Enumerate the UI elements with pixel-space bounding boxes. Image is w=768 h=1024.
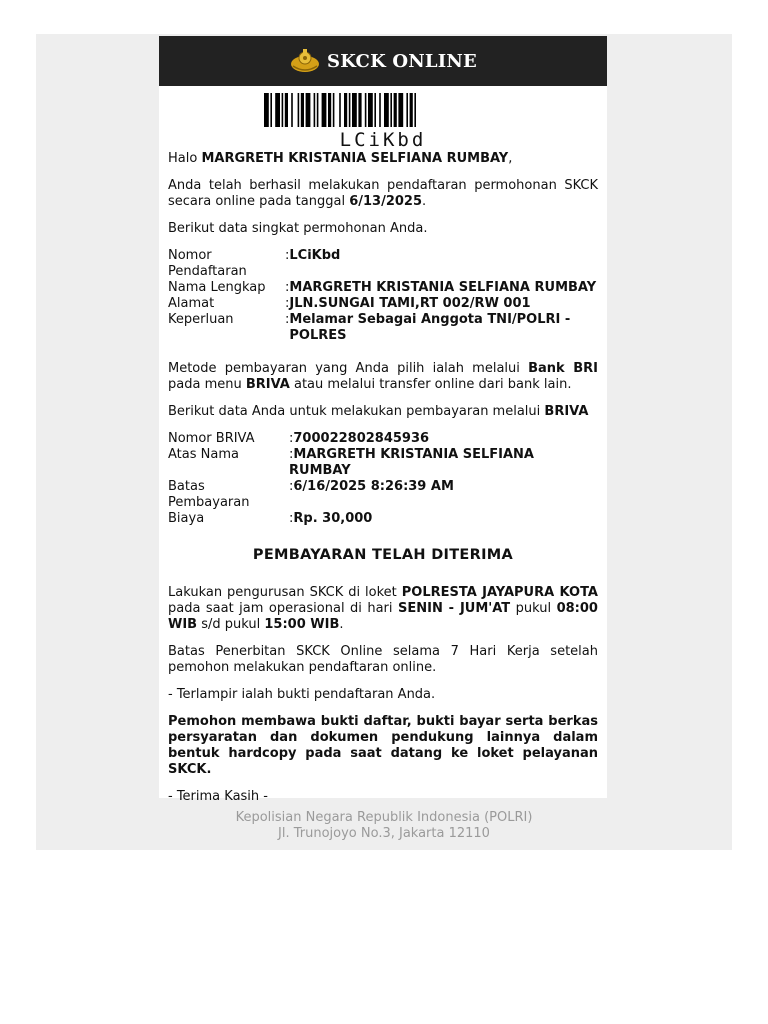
payment-heading-text: Berikut data Anda untuk melakukan pembayaran melalui: [168, 404, 545, 419]
instr-start: 08:00 WIB: [168, 601, 598, 632]
barcode-bar: [414, 93, 416, 127]
instr-text-5: .: [339, 617, 344, 632]
email-card: [159, 36, 607, 804]
pay-value-fee: :Rp. 30,000: [289, 511, 373, 526]
email-body: [159, 151, 607, 822]
instr-text-1: Lakukan pengurusan SKCK di loket: [168, 585, 402, 600]
reg-label-address: Alamat: [168, 296, 215, 311]
footer-org: Kepolisian Negara Republik Indonesia (POLRI): [235, 810, 533, 825]
barcode-bar: [374, 93, 376, 127]
payment-heading-bold: BRIVA: [544, 404, 589, 419]
barcode-bar: [365, 93, 367, 127]
barcode-bar: [270, 93, 272, 127]
barcode-bar: [306, 93, 311, 127]
deadline-note: Batas Penerbitan SKCK Online selama 7 Hari Kerja setelah pemohon melakukan pendaftaran online.: [168, 644, 598, 675]
barcode-bar: [291, 93, 293, 127]
brand-title: SKCK ONLINE: [327, 50, 477, 72]
barcode-bar: [314, 93, 316, 127]
instr-end: 15:00 WIB: [264, 617, 340, 632]
registration-date: 6/13/2025: [349, 194, 423, 209]
email-footer: [36, 810, 732, 842]
barcode-bar: [339, 93, 341, 127]
attachment-note: - Terlampir ialah bukti pendaftaran Anda.: [168, 687, 436, 702]
pay-label-briva: Nomor BRIVA: [168, 431, 255, 446]
summary-heading: Berikut data singkat permohonan Anda.: [168, 221, 428, 236]
barcode-bar: [344, 93, 347, 127]
registration-table: [168, 248, 598, 344]
intro-sentence: Anda telah berhasil melakukan pendaftaran permohonan SKCK secara online pada tanggal: [168, 178, 598, 209]
polri-emblem-icon: [289, 48, 321, 74]
barcode-bar: [282, 93, 284, 127]
footer-address: Jl. Trunojoyo No.3, Jakarta 12110: [278, 826, 490, 841]
greeting-suffix: ,: [508, 151, 513, 166]
reg-label-name: Nama Lengkap: [168, 280, 266, 295]
barcode-bar: [317, 93, 319, 127]
barcode-bar: [384, 93, 389, 127]
bring-documents-note: Pemohon membawa bukti daftar, bukti bayar serta berkas persyaratan dan dokumen pendukung lainnya dalam bentuk hardcopy pada saat datang ke loket pelayanan SKCK.: [168, 714, 598, 777]
pay-label-fee: Biaya: [168, 511, 205, 526]
barcode-bar: [358, 93, 361, 127]
instructions-text: [168, 585, 598, 633]
pay-value-name: :MARGRETH KRISTANIA SELFIANA RUMBAY: [289, 447, 534, 478]
barcode-bar: [379, 93, 381, 127]
barcode-bar: [333, 93, 335, 127]
barcode-image: [264, 93, 502, 127]
reg-value-address: :JLN.SUNGAI TAMI,RT 002/RW 001: [285, 296, 531, 311]
barcode-bar: [275, 93, 280, 127]
pay-value-deadline: :6/16/2025 8:26:39 AM: [289, 479, 454, 494]
greeting-prefix: Halo: [168, 151, 202, 166]
barcode-bar: [390, 93, 392, 127]
email-header: [159, 36, 607, 86]
barcode-bar: [406, 93, 408, 127]
instr-text-4: s/d pukul: [197, 617, 265, 632]
payment-heading: [168, 404, 598, 420]
greeting-name: MARGRETH KRISTANIA SELFIANA RUMBAY: [201, 151, 509, 166]
closing-text: - Terima Kasih -: [168, 789, 268, 804]
barcode-bar: [301, 93, 304, 127]
pay-value-briva: :700022802845936: [289, 431, 430, 446]
barcode-bar: [394, 93, 397, 127]
intro-end: .: [422, 194, 427, 209]
payment-table: [168, 431, 598, 527]
barcode-block: [159, 93, 607, 151]
barcode-bar: [368, 93, 373, 127]
barcode-bar: [298, 93, 300, 127]
reg-value-purpose: : Melamar Sebagai Anggota TNI/POLRI - POLRES: [285, 312, 571, 343]
barcode-code: LCiKbd: [339, 129, 427, 151]
email-background: [36, 34, 732, 850]
reg-value-number: :LCiKbd: [285, 248, 341, 263]
instr-office: POLRESTA JAYAPURA KOTA: [401, 585, 598, 600]
barcode-bar: [410, 93, 413, 127]
barcode-bar: [264, 93, 269, 127]
pm-text-3: atau melalui transfer online dari bank lain.: [289, 377, 572, 392]
payment-status-heading: PEMBAYARAN TELAH DITERIMA: [252, 547, 514, 563]
greeting: [168, 151, 598, 167]
pm-text-2: pada menu: [168, 377, 246, 392]
reg-label-purpose: Keperluan: [168, 312, 234, 327]
barcode-bar: [398, 93, 403, 127]
intro-text: [168, 178, 598, 210]
barcode-bar: [328, 93, 331, 127]
instr-text-2: pada saat jam operasional di hari: [168, 601, 398, 616]
barcode-bar: [352, 93, 357, 127]
reg-label-number: Nomor Pendaftaran: [168, 248, 247, 279]
pm-menu: BRIVA: [245, 377, 290, 392]
pay-label-name: Atas Nama: [168, 447, 239, 462]
payment-method-text: [168, 361, 598, 393]
reg-value-name: :MARGRETH KRISTANIA SELFIANA RUMBAY: [285, 280, 597, 295]
pay-label-deadline: Batas Pembayaran: [168, 479, 250, 510]
pm-text-1: Metode pembayaran yang Anda pilih ialah melalui: [168, 361, 529, 376]
instr-text-3: pukul: [510, 601, 557, 616]
instr-days: SENIN - JUM'AT: [397, 601, 511, 616]
barcode-bar: [322, 93, 327, 127]
barcode-bar: [349, 93, 351, 127]
pm-bank: Bank BRI: [528, 361, 598, 376]
barcode-bar: [285, 93, 288, 127]
